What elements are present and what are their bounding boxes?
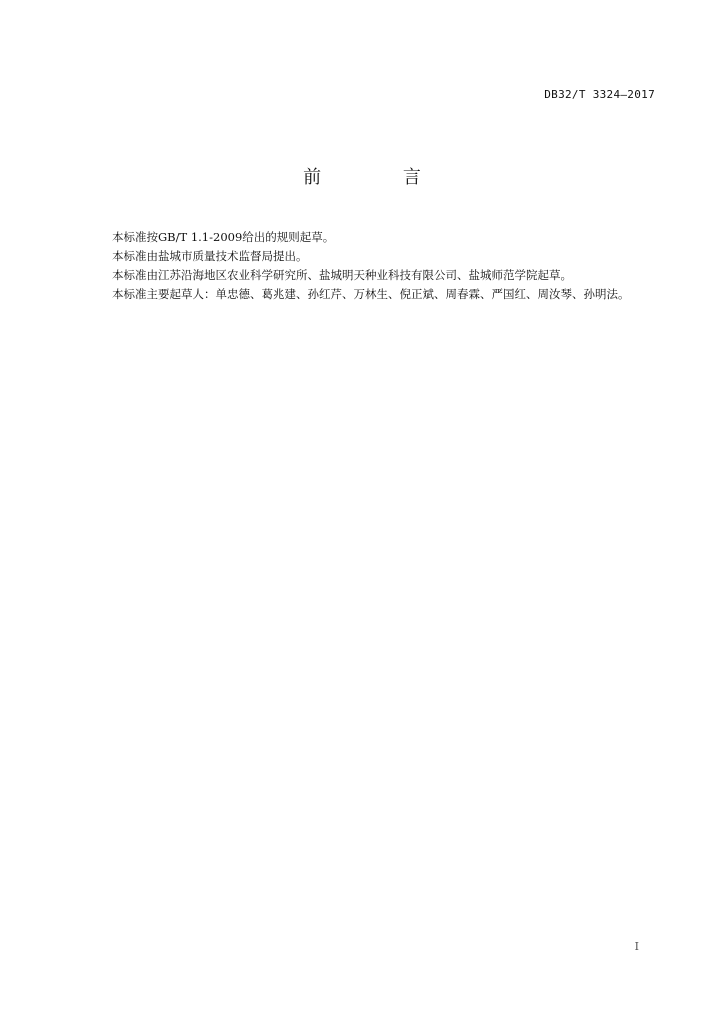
section-title: 前 言 [303, 167, 459, 188]
paragraph-drafting-units: 本标准由江苏沿海地区农业科学研究所、盐城明天种业科技有限公司、盐城师范学院起草。 [112, 268, 572, 282]
foreword-body [89, 228, 655, 304]
paragraph-drafters: 本标准主要起草人：单忠德、葛兆建、孙红芹、万林生、倪正斌、周春霖、严国红、周汝琴、孙明法。 [112, 287, 630, 301]
document-code: DB32/T 3324—2017 [544, 88, 655, 101]
paragraph-proposer: 本标准由盐城市质量技术监督局提出。 [112, 249, 308, 263]
paragraph-drafting-rules: 本标准按GB/T 1.1-2009给出的规则起草。 [112, 230, 335, 244]
page-number: I [634, 940, 639, 953]
